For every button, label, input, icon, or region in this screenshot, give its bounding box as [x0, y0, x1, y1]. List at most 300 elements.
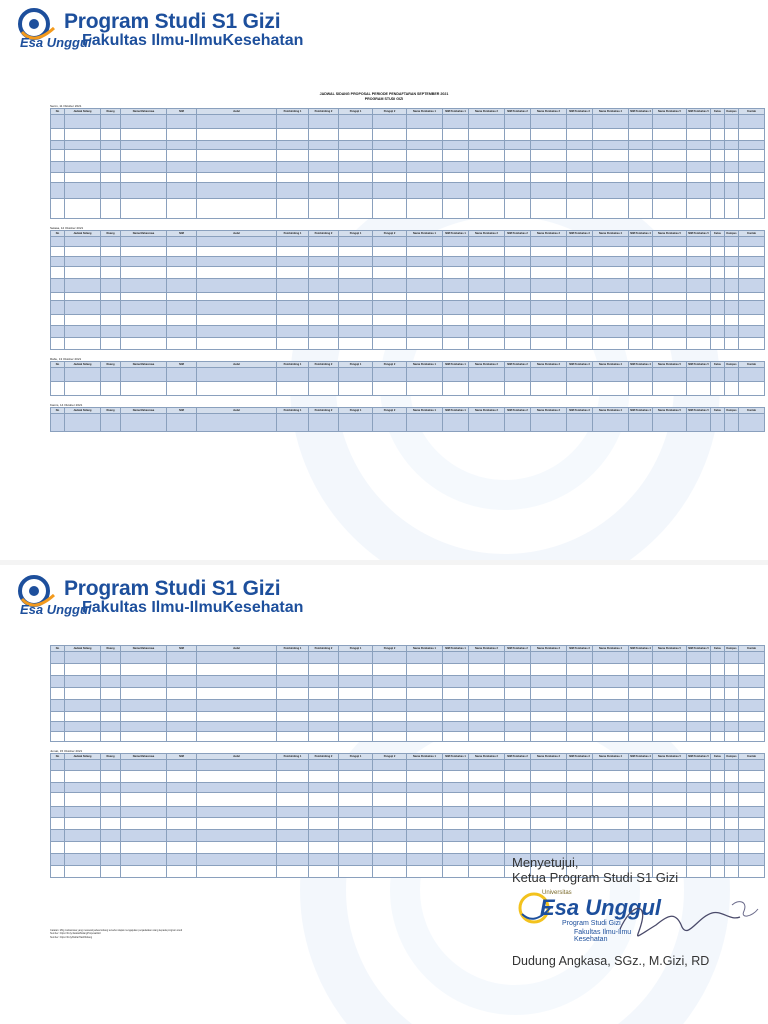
table-cell — [65, 842, 101, 854]
table-cell — [51, 267, 65, 279]
schedule-table — [50, 361, 765, 396]
table-cell — [277, 818, 309, 830]
table-cell — [567, 771, 593, 783]
table-cell — [407, 818, 443, 830]
table-cell — [567, 712, 593, 722]
table-cell — [197, 712, 277, 722]
table-cell — [739, 199, 765, 219]
table-cell — [567, 793, 593, 807]
column-header: Pembimbing 2 — [309, 362, 339, 368]
table-cell — [407, 783, 443, 793]
column-header: Pembimbing 2 — [309, 754, 339, 760]
table-cell — [51, 664, 65, 676]
table-cell — [101, 141, 121, 150]
column-header: Pembimbing 1 — [277, 362, 309, 368]
table-cell — [121, 326, 167, 338]
table-row — [51, 793, 765, 807]
table-cell — [687, 326, 711, 338]
table-cell — [197, 237, 277, 247]
table-cell — [469, 807, 505, 818]
document-page-2 — [0, 565, 768, 1024]
table-cell — [373, 150, 407, 162]
table-cell — [567, 783, 593, 793]
handwritten-signature — [572, 891, 762, 947]
table-cell — [653, 652, 687, 664]
table-cell — [51, 129, 65, 141]
table-cell — [505, 783, 531, 793]
table-row — [51, 326, 765, 338]
table-cell — [687, 688, 711, 700]
table-cell — [51, 293, 65, 301]
table-cell — [373, 279, 407, 293]
table-cell — [167, 315, 197, 326]
table-cell — [593, 115, 629, 129]
table-cell — [197, 162, 277, 173]
table-cell — [277, 382, 309, 396]
table-cell — [593, 712, 629, 722]
table-cell — [339, 279, 373, 293]
table-cell — [339, 793, 373, 807]
column-header: NIM Pembahas 1 — [443, 646, 469, 652]
table-cell — [197, 129, 277, 141]
table-cell — [687, 760, 711, 771]
table-cell — [407, 368, 443, 382]
column-header: NIM Pembahas 4 — [630, 362, 651, 366]
table-cell — [739, 783, 765, 793]
table-cell — [121, 771, 167, 783]
table-cell — [65, 315, 101, 326]
table-cell — [121, 732, 167, 742]
table-cell — [309, 866, 339, 878]
table-cell — [309, 129, 339, 141]
table-cell — [469, 793, 505, 807]
table-cell — [339, 315, 373, 326]
table-row — [51, 676, 765, 688]
table-cell — [101, 267, 121, 279]
stamp-program: Program Studi Gizi — [562, 920, 621, 927]
table-row — [51, 760, 765, 771]
table-cell — [443, 664, 469, 676]
table-cell — [65, 722, 101, 732]
table-cell — [51, 279, 65, 293]
table-cell — [629, 783, 653, 793]
table-cell — [167, 199, 197, 219]
table-cell — [567, 688, 593, 700]
table-cell — [443, 301, 469, 315]
letterhead-brand: Esa Unggul — [20, 35, 92, 50]
table-cell — [373, 771, 407, 783]
table-cell — [277, 183, 309, 199]
table-cell — [653, 382, 687, 396]
table-cell — [277, 247, 309, 257]
table-cell — [443, 688, 469, 700]
table-cell — [65, 854, 101, 866]
table-cell — [197, 368, 277, 382]
table-cell — [277, 199, 309, 219]
table-cell — [51, 712, 65, 722]
table-cell — [531, 676, 567, 688]
table-cell — [309, 382, 339, 396]
table-cell — [531, 293, 567, 301]
column-header: Pembimbing 1 — [277, 408, 309, 414]
table-cell — [309, 664, 339, 676]
table-cell — [505, 382, 531, 396]
table-cell — [121, 150, 167, 162]
table-cell — [407, 173, 443, 183]
table-cell — [739, 326, 765, 338]
table-cell — [309, 760, 339, 771]
table-cell — [505, 700, 531, 712]
column-header: NIM Pembahas 5 — [688, 231, 709, 235]
table-cell — [687, 129, 711, 141]
table-cell — [653, 237, 687, 247]
column-header: Nama Pembahas 2 — [469, 646, 505, 652]
table-cell — [309, 315, 339, 326]
column-header: NIM Pembahas 2 — [505, 231, 531, 237]
table-cell — [197, 115, 277, 129]
table-cell — [505, 199, 531, 219]
table-cell — [725, 326, 739, 338]
column-header: Nama Pembahas 2 — [469, 754, 505, 760]
table-cell — [373, 247, 407, 257]
table-cell — [567, 279, 593, 293]
table-cell — [101, 368, 121, 382]
table-cell — [339, 247, 373, 257]
table-cell — [687, 664, 711, 676]
table-cell — [531, 760, 567, 771]
table-cell — [101, 722, 121, 732]
table-cell — [65, 279, 101, 293]
table-cell — [407, 279, 443, 293]
table-cell — [505, 267, 531, 279]
table-cell — [339, 382, 373, 396]
table-cell — [443, 382, 469, 396]
table-cell — [739, 141, 765, 150]
table-cell — [653, 315, 687, 326]
table-cell — [653, 712, 687, 722]
column-header: Nama Pembahas 1 — [407, 231, 443, 237]
table-cell — [687, 722, 711, 732]
letterhead-brand: Esa Unggul — [20, 602, 92, 617]
table-cell — [725, 129, 739, 141]
table-cell — [567, 115, 593, 129]
table-cell — [531, 732, 567, 742]
column-header: NIM Pembahas 1 — [443, 231, 469, 237]
table-cell — [277, 783, 309, 793]
table-cell — [65, 382, 101, 396]
table-cell — [309, 173, 339, 183]
table-cell — [407, 414, 443, 432]
table-cell — [339, 326, 373, 338]
table-cell — [277, 115, 309, 129]
table-cell — [567, 173, 593, 183]
table-cell — [197, 700, 277, 712]
table-cell — [277, 368, 309, 382]
table-cell — [51, 315, 65, 326]
group-date: Jumat, 15 Oktober 2021 — [50, 749, 83, 753]
table-cell — [443, 315, 469, 326]
column-header: Judul — [197, 362, 277, 368]
column-header: NIM Pembahas 3 — [567, 231, 593, 237]
table-cell — [167, 722, 197, 732]
table-cell — [687, 368, 711, 382]
table-cell — [339, 162, 373, 173]
table-cell — [711, 115, 725, 129]
table-cell — [567, 326, 593, 338]
table-cell — [167, 173, 197, 183]
table-cell — [121, 676, 167, 688]
table-cell — [629, 293, 653, 301]
table-cell — [711, 760, 725, 771]
table-cell — [653, 115, 687, 129]
table-cell — [51, 818, 65, 830]
column-header: Nama Pembahas 5 — [653, 646, 687, 652]
table-row — [51, 129, 765, 141]
table-cell — [687, 818, 711, 830]
table-cell — [277, 793, 309, 807]
table-cell — [65, 866, 101, 878]
document-title — [0, 92, 768, 101]
table-cell — [373, 793, 407, 807]
table-cell — [339, 830, 373, 842]
table-cell — [121, 173, 167, 183]
table-cell — [167, 267, 197, 279]
table-cell — [593, 700, 629, 712]
table-cell — [121, 793, 167, 807]
table-cell — [121, 382, 167, 396]
column-header: Nama Pembahas 3 — [531, 646, 567, 652]
table-cell — [101, 162, 121, 173]
table-cell — [567, 652, 593, 664]
table-cell — [167, 830, 197, 842]
table-cell — [167, 712, 197, 722]
table-cell — [687, 338, 711, 350]
table-cell — [725, 664, 739, 676]
column-header: Nama Pembahas 3 — [531, 109, 567, 115]
letterhead-program: Program Studi S1 Gizi — [64, 10, 281, 33]
column-header: Nama Pembahas 5 — [653, 231, 687, 237]
table-cell — [593, 257, 629, 267]
column-header: NIM Pembahas 4 — [630, 109, 651, 113]
table-cell — [687, 712, 711, 722]
table-cell — [469, 854, 505, 866]
table-cell — [531, 338, 567, 350]
table-cell — [65, 247, 101, 257]
table-cell — [725, 700, 739, 712]
table-cell — [629, 414, 653, 432]
table-cell — [51, 688, 65, 700]
table-cell — [443, 793, 469, 807]
table-cell — [309, 793, 339, 807]
table-cell — [629, 722, 653, 732]
table-cell — [339, 141, 373, 150]
table-cell — [687, 842, 711, 854]
table-cell — [339, 712, 373, 722]
table-cell — [339, 293, 373, 301]
column-header: NIM — [167, 109, 197, 115]
column-header: NIM Pembahas 5 — [688, 408, 709, 412]
column-header: Nama Pembahas 1 — [407, 754, 443, 760]
table-cell — [469, 688, 505, 700]
table-cell — [309, 279, 339, 293]
column-header: Kelas — [711, 408, 725, 414]
table-cell — [505, 279, 531, 293]
table-cell — [309, 688, 339, 700]
table-cell — [101, 676, 121, 688]
table-cell — [121, 315, 167, 326]
table-cell — [443, 326, 469, 338]
column-header: Nama Pembahas 3 — [531, 231, 567, 237]
table-cell — [739, 267, 765, 279]
table-cell — [51, 326, 65, 338]
table-cell — [101, 652, 121, 664]
table-cell — [629, 301, 653, 315]
table-cell — [167, 414, 197, 432]
table-cell — [373, 368, 407, 382]
table-cell — [711, 722, 725, 732]
table-cell — [711, 338, 725, 350]
table-cell — [505, 183, 531, 199]
table-cell — [101, 183, 121, 199]
table-cell — [443, 842, 469, 854]
column-header: NIM Pembahas 2 — [505, 754, 531, 760]
table-cell — [469, 382, 505, 396]
table-cell — [505, 760, 531, 771]
table-cell — [197, 854, 277, 866]
table-cell — [277, 722, 309, 732]
table-cell — [339, 115, 373, 129]
table-cell — [407, 722, 443, 732]
table-cell — [443, 807, 469, 818]
table-cell — [593, 732, 629, 742]
table-cell — [505, 368, 531, 382]
table-cell — [653, 818, 687, 830]
table-cell — [197, 338, 277, 350]
table-cell — [443, 129, 469, 141]
table-row — [51, 141, 765, 150]
table-cell — [469, 338, 505, 350]
table-cell — [469, 712, 505, 722]
table-cell — [711, 199, 725, 219]
table-cell — [711, 150, 725, 162]
table-cell — [505, 807, 531, 818]
table-cell — [725, 150, 739, 162]
table-cell — [277, 830, 309, 842]
table-cell — [101, 700, 121, 712]
table-cell — [593, 842, 629, 854]
table-cell — [711, 732, 725, 742]
table-cell — [593, 652, 629, 664]
table-cell — [277, 293, 309, 301]
table-cell — [373, 414, 407, 432]
table-row — [51, 688, 765, 700]
column-header: Kontak — [739, 754, 765, 760]
table-cell — [593, 141, 629, 150]
table-cell — [101, 293, 121, 301]
table-cell — [725, 368, 739, 382]
table-cell — [593, 414, 629, 432]
table-cell — [407, 267, 443, 279]
table-cell — [277, 664, 309, 676]
column-header: Kampus — [726, 109, 737, 113]
signer-name: Dudung Angkasa, SGz., M.Gizi, RD — [512, 954, 710, 968]
table-cell — [167, 183, 197, 199]
column-header: Judul — [197, 754, 277, 760]
table-cell — [277, 414, 309, 432]
table-cell — [653, 368, 687, 382]
stamp-faculty: Fakultas Ilmu-Ilmu Kesehatan — [574, 929, 632, 943]
table-cell — [167, 237, 197, 247]
column-header: Nama Pembahas 2 — [469, 362, 505, 368]
table-cell — [51, 183, 65, 199]
column-header: NIM Pembahas 2 — [505, 109, 531, 115]
table-cell — [469, 818, 505, 830]
table-cell — [505, 173, 531, 183]
table-cell — [725, 173, 739, 183]
table-cell — [51, 382, 65, 396]
table-cell — [339, 688, 373, 700]
table-cell — [505, 793, 531, 807]
footnote-line1: Catatan: Mbg mahasiswa yang melewati jadwal sidang tersebut dapat mengajukan penjadwalan ulang kepada program studi — [50, 929, 183, 932]
table-cell — [339, 301, 373, 315]
column-header: Nama Pembahas 4 — [593, 231, 629, 237]
table-cell — [197, 414, 277, 432]
table-cell — [567, 830, 593, 842]
table-cell — [531, 830, 567, 842]
table-cell — [407, 664, 443, 676]
table-cell — [197, 866, 277, 878]
table-cell — [121, 267, 167, 279]
table-cell — [121, 183, 167, 199]
table-cell — [121, 830, 167, 842]
table-cell — [505, 247, 531, 257]
table-cell — [629, 115, 653, 129]
column-header: Pembimbing 1 — [277, 231, 309, 237]
table-cell — [653, 293, 687, 301]
table-cell — [407, 162, 443, 173]
table-cell — [593, 793, 629, 807]
table-cell — [469, 326, 505, 338]
table-cell — [469, 414, 505, 432]
table-cell — [407, 652, 443, 664]
column-header: Judul — [197, 646, 277, 652]
column-header: Judul — [197, 231, 277, 237]
table-row — [51, 664, 765, 676]
table-cell — [687, 115, 711, 129]
table-cell — [629, 183, 653, 199]
table-row — [51, 818, 765, 830]
table-cell — [101, 818, 121, 830]
table-cell — [505, 732, 531, 742]
column-header: Nama Pembahas 1 — [407, 362, 443, 368]
table-cell — [687, 807, 711, 818]
table-cell — [711, 712, 725, 722]
table-cell — [309, 326, 339, 338]
table-cell — [167, 760, 197, 771]
table-cell — [629, 326, 653, 338]
table-cell — [167, 326, 197, 338]
column-header: Nama Mahasiswa — [121, 408, 167, 414]
table-cell — [725, 279, 739, 293]
table-cell — [505, 771, 531, 783]
table-cell — [101, 247, 121, 257]
table-cell — [739, 368, 765, 382]
table-cell — [309, 237, 339, 247]
table-cell — [309, 771, 339, 783]
table-cell — [373, 732, 407, 742]
table-cell — [687, 700, 711, 712]
table-cell — [593, 247, 629, 257]
